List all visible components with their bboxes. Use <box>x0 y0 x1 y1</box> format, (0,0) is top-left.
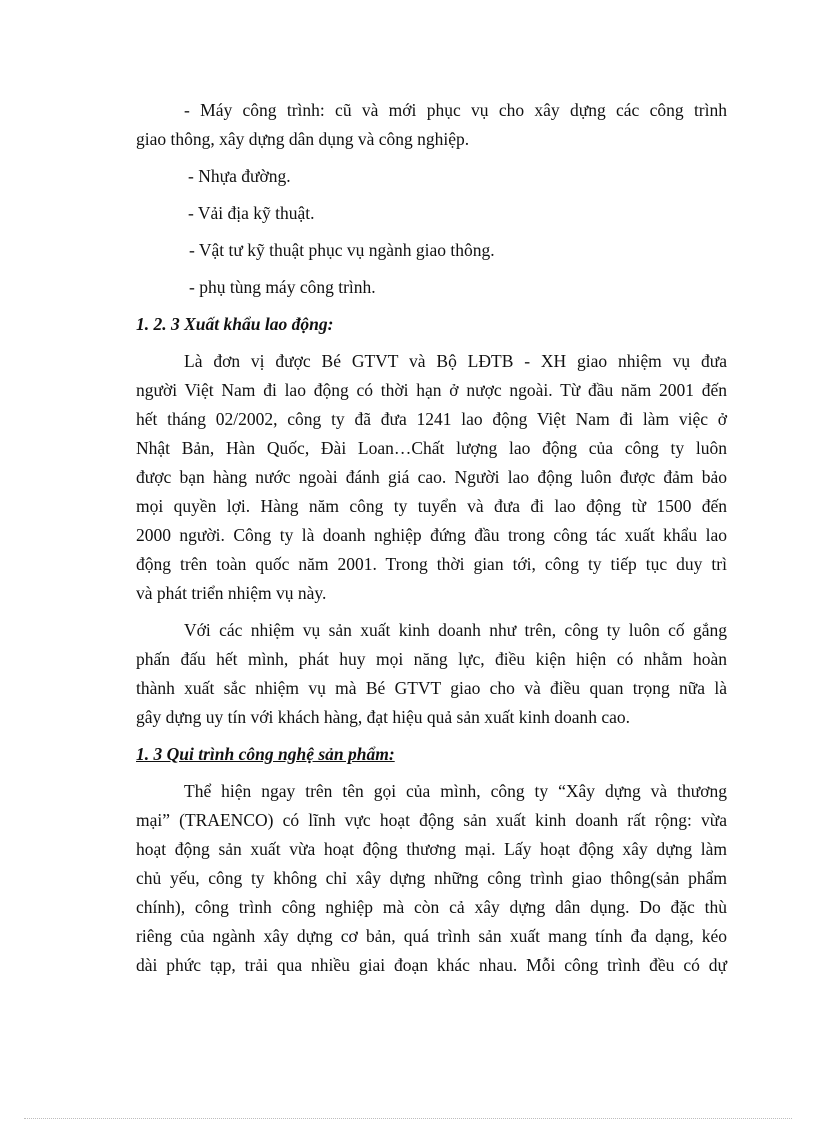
list-item-spare-parts: - phụ tùng máy công trình. <box>189 277 376 297</box>
text-line: dài phức tạp, trải qua nhiều giai đoạn khác nhau. Mỗi công trình đều có dự <box>136 955 727 975</box>
text-line: gây dựng uy tín với khách hàng, đạt hiệu quả sản xuất kinh doanh cao. <box>136 707 631 727</box>
section-heading-process: 1. 3 Qui trình công nghệ sản phẩm: <box>136 744 395 764</box>
document-page <box>136 96 727 980</box>
text-line: chính), công trình công nghiệp mà còn cả xây dựng dân dụng. Do đặc thù <box>136 897 727 917</box>
text-line: thành xuất sắc nhiệm vụ mà Bé GTVT giao cho và điều quan trọng nữa là <box>136 678 727 698</box>
text-line: riêng của ngành xây dựng cơ bản, quá trình sản xuất mang tính đa dạng, kéo <box>136 926 727 946</box>
text-line: Nhật Bản, Hàn Quốc, Đài Loan…Chất lượng lao động của công ty luôn <box>136 438 727 458</box>
text-line: Thể hiện ngay trên tên gọi của mình, công ty “Xây dựng và thương <box>184 781 727 801</box>
paragraph-labor-export <box>136 347 727 608</box>
section-heading-labor-export: 1. 2. 3 Xuất khẩu lao động: <box>136 314 334 334</box>
text-line: Với các nhiệm vụ sản xuất kinh doanh như trên, công ty luôn cố gắng <box>184 620 727 640</box>
text-line: người Việt Nam đi lao động có thời hạn ở nược ngoài. Từ đầu năm 2001 đến <box>136 380 727 400</box>
text-line: mọi quyền lợi. Hàng năm công ty tuyển và đưa đi lao động từ 1500 đến <box>136 496 727 516</box>
text-line: 2000 người. Công ty là doanh nghiệp đứng đầu trong công tác xuất khẩu lao <box>136 525 727 545</box>
text-line: giao thông, xây dựng dân dụng và công nghiệp. <box>136 129 470 149</box>
page-bottom-divider <box>24 1118 792 1119</box>
text-line: hết tháng 02/2002, công ty đã đưa 1241 lao động Việt Nam đi làm việc ở <box>136 409 727 429</box>
text-line: hoạt động sản xuất vừa hoạt động thương mại. Lấy hoạt động xây dựng làm <box>136 839 727 859</box>
text-line: mại” (TRAENCO) có lĩnh vực hoạt động sản xuất kinh doanh rất rộng: vừa <box>136 810 727 830</box>
paragraph-process <box>136 777 727 980</box>
text-line: Là đơn vị được Bé GTVT và Bộ LĐTB - XH giao nhiệm vụ đưa <box>184 351 727 371</box>
text-line: được bạn hàng nước ngoài đánh giá cao. Người lao động luôn được đảm bảo <box>136 467 727 487</box>
list-item-geotextile: - Vải địa kỹ thuật. <box>188 203 315 223</box>
list-item-materials: - Vật tư kỹ thuật phục vụ ngành giao thông. <box>189 240 495 260</box>
text-line: và phát triển nhiệm vụ này. <box>136 583 327 603</box>
text-line: phấn đấu hết mình, phát huy mọi năng lực, điều kiện hiện có nhằm hoàn <box>136 649 727 669</box>
text-line: - Máy công trình: cũ và mới phục vụ cho xây dựng các công trình <box>184 100 727 120</box>
list-item-machinery <box>136 96 727 154</box>
paragraph-tasks <box>136 616 727 732</box>
text-line: động trên toàn quốc năm 2001. Trong thời gian tới, công ty tiếp tục duy trì <box>136 554 727 574</box>
list-item-asphalt: - Nhựa đường. <box>188 166 291 186</box>
text-line: chủ yếu, công ty không chỉ xây dựng những công trình giao thông(sản phẩm <box>136 868 727 888</box>
